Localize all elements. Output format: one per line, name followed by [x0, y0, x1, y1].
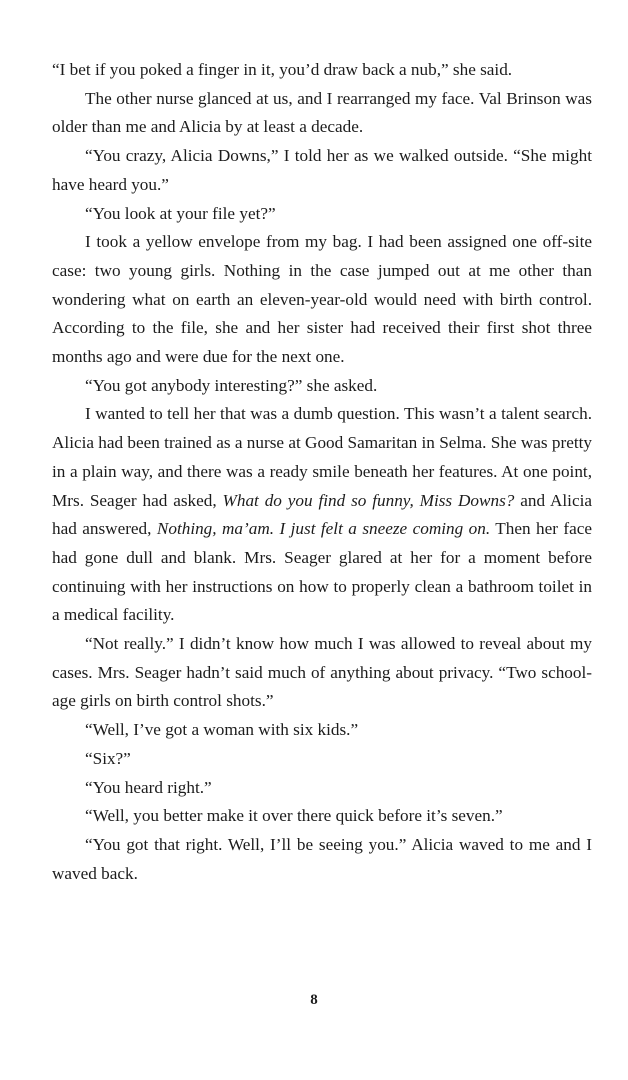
paragraph: “I bet if you poked a finger in it, you’d draw back a nub,” she said.: [52, 60, 513, 79]
paragraph: “You crazy, Alicia Downs,” I told her as we walked outside. “She might have heard you.”: [52, 146, 592, 194]
paragraph: “Well, you better make it over there quick before it’s seven.”: [85, 806, 503, 826]
paragraph: “You look at your file yet?”: [85, 203, 276, 223]
paragraph: [52, 400, 592, 630]
italic-quote: What do you find so funny, Miss Downs?: [222, 490, 515, 510]
paragraph: “Six?”: [85, 748, 131, 768]
italic-quote: Nothing, ma’am. I just felt a sneeze coming on.: [156, 519, 491, 539]
page-body: [52, 56, 592, 888]
page-number: 8: [310, 992, 318, 1008]
paragraph-text: Then her face had gone dull and blank. Mrs. Seager glared at her for a moment before continuing with her instructions on how to properly clean a bathroom toilet in a medical facility.: [52, 519, 593, 625]
paragraph: “Not really.” I didn’t know how much I was allowed to reveal about my cases. Mrs. Seager hadn’t said much of anything about privacy. “Two school-age girls on birth control shots.”: [52, 634, 592, 711]
paragraph: The other nurse glanced at us, and I rearranged my face. Val Brinson was older than me and Alicia by at least a decade.: [52, 88, 592, 137]
paragraph: “You got that right. Well, I’ll be seeing you.” Alicia waved to me and I waved back.: [52, 834, 592, 883]
paragraph-text: I wanted to tell her that was a dumb question. This wasn’t a talent search. Alicia had been trained as a nurse at Good Samaritan in Selma. She was pretty in a plain way, and there was a ready smile beneath her features. At one point, Mrs. Seager had asked,: [52, 404, 592, 510]
paragraph: “You got anybody interesting?” she asked.: [85, 375, 378, 395]
paragraph: I took a yellow envelope from my bag. I had been assigned one off-site case: two young girls. Nothing in the case jumped out at me other than wondering what on earth an eleven-year-old would need with birth control. According to the file, she and her sister had received their first shot three months ago and were due for the next one.: [52, 232, 592, 367]
paragraph: “You heard right.”: [85, 777, 212, 797]
paragraph-text: and Alicia had answered,: [52, 490, 592, 539]
paragraph: “Well, I’ve got a woman with six kids.”: [85, 720, 359, 740]
